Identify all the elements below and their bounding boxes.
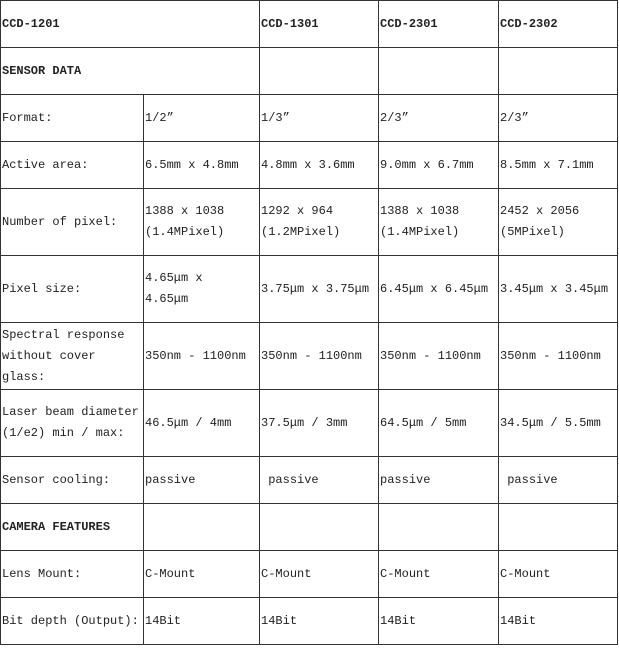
cell-ccd-1201: 14Bit (144, 598, 260, 645)
section-row-camera (1, 504, 618, 551)
cell-ccd-1301: 4.8mm x 3.6mm (260, 142, 379, 189)
section-sensor-data: SENSOR DATA (1, 48, 260, 95)
cell-ccd-1301: 1/3” (260, 95, 379, 142)
empty-cell (144, 504, 260, 551)
cell-ccd-1201: 6.5mm x 4.8mm (144, 142, 260, 189)
cell-ccd-1201 (144, 256, 260, 323)
cell-ccd-2302: 2/3” (499, 95, 618, 142)
cell-ccd-2302: 8.5mm x 7.1mm (499, 142, 618, 189)
megapixel: (1.4MPixel) (380, 225, 460, 239)
cell-ccd-1301: passive (260, 457, 379, 504)
table-row (1, 598, 618, 645)
megapixel: (5MPixel) (500, 225, 565, 239)
row-label-lens-mount: Lens Mount: (1, 551, 144, 598)
cell-ccd-2301: 64.5μm / 5mm (379, 390, 499, 457)
pixel-count: 2452 x 2056 (500, 204, 580, 218)
header-ccd-2301: CCD-2301 (379, 1, 499, 48)
pixel-count: 1292 x 964 (261, 204, 334, 218)
row-label-number-of-pixel: Number of pixel: (1, 189, 144, 256)
cell-ccd-1201: passive (144, 457, 260, 504)
cell-ccd-2301: passive (379, 457, 499, 504)
row-label-sensor-cooling: Sensor cooling: (1, 457, 144, 504)
section-row-sensor (1, 48, 618, 95)
cell-ccd-2301: 350nm - 1100nm (379, 323, 499, 390)
cell-ccd-2301: 2/3” (379, 95, 499, 142)
cell-ccd-1201: 350nm - 1100nm (144, 323, 260, 390)
cell-ccd-2301: 6.45μm x 6.45μm (379, 256, 499, 323)
row-label-active-area: Active area: (1, 142, 144, 189)
header-ccd-1201: CCD-1201 (1, 1, 260, 48)
row-label-laser-beam-diameter (1, 390, 144, 457)
label-line-2: (1/e2) min / max: (2, 426, 125, 440)
table-row (1, 95, 618, 142)
cell-ccd-2302: 34.5μm / 5.5mm (499, 390, 618, 457)
cell-ccd-1301: C-Mount (260, 551, 379, 598)
megapixel: (1.4MPixel) (145, 225, 225, 239)
cell-ccd-2302: 3.45μm x 3.45μm (499, 256, 618, 323)
cell-ccd-2302: 350nm - 1100nm (499, 323, 618, 390)
cell-ccd-1301: 3.75μm x 3.75μm (260, 256, 379, 323)
empty-cell (260, 48, 379, 95)
table-row (1, 256, 618, 323)
empty-cell (379, 48, 499, 95)
cell-ccd-2302: 14Bit (499, 598, 618, 645)
row-label-format: Format: (1, 95, 144, 142)
header-ccd-2302: CCD-2302 (499, 1, 618, 48)
cell-ccd-1201: 1/2” (144, 95, 260, 142)
empty-cell (499, 48, 618, 95)
cell-ccd-1201: C-Mount (144, 551, 260, 598)
row-label-pixel-size: Pixel size: (1, 256, 144, 323)
table-row (1, 142, 618, 189)
cell-ccd-2302: C-Mount (499, 551, 618, 598)
empty-cell (499, 504, 618, 551)
cell-ccd-2301: 14Bit (379, 598, 499, 645)
row-label-bit-depth: Bit depth (Output): (1, 598, 144, 645)
cell-ccd-2301: 9.0mm x 6.7mm (379, 142, 499, 189)
table-row (1, 390, 618, 457)
empty-cell (260, 504, 379, 551)
cell-ccd-2301: C-Mount (379, 551, 499, 598)
cell-ccd-1201 (144, 189, 260, 256)
pixel-size-line-1: 4.65μm x (145, 271, 203, 285)
cell-ccd-1301: 14Bit (260, 598, 379, 645)
cell-ccd-1301: 350nm - 1100nm (260, 323, 379, 390)
table-row (1, 323, 618, 390)
pixel-size-line-2: 4.65μm (145, 292, 189, 306)
cell-ccd-1301 (260, 189, 379, 256)
cell-ccd-1201: 46.5μm / 4mm (144, 390, 260, 457)
cell-ccd-2302: passive (499, 457, 618, 504)
pixel-count: 1388 x 1038 (380, 204, 460, 218)
table-row (1, 457, 618, 504)
empty-cell (379, 504, 499, 551)
table-row (1, 189, 618, 256)
section-camera-features: CAMERA FEATURES (1, 504, 144, 551)
label-line-1: Laser beam diameter (2, 405, 139, 419)
cell-ccd-2302 (499, 189, 618, 256)
row-label-spectral-response (1, 323, 144, 390)
header-row (1, 1, 618, 48)
cell-ccd-1301: 37.5μm / 3mm (260, 390, 379, 457)
label-line-2: without cover glass: (2, 348, 96, 384)
pixel-count: 1388 x 1038 (145, 204, 225, 218)
table-row (1, 551, 618, 598)
label-line-1: Spectral response (2, 327, 125, 342)
header-ccd-1301: CCD-1301 (260, 1, 379, 48)
megapixel: (1.2MPixel) (261, 225, 341, 239)
cell-ccd-2301 (379, 189, 499, 256)
